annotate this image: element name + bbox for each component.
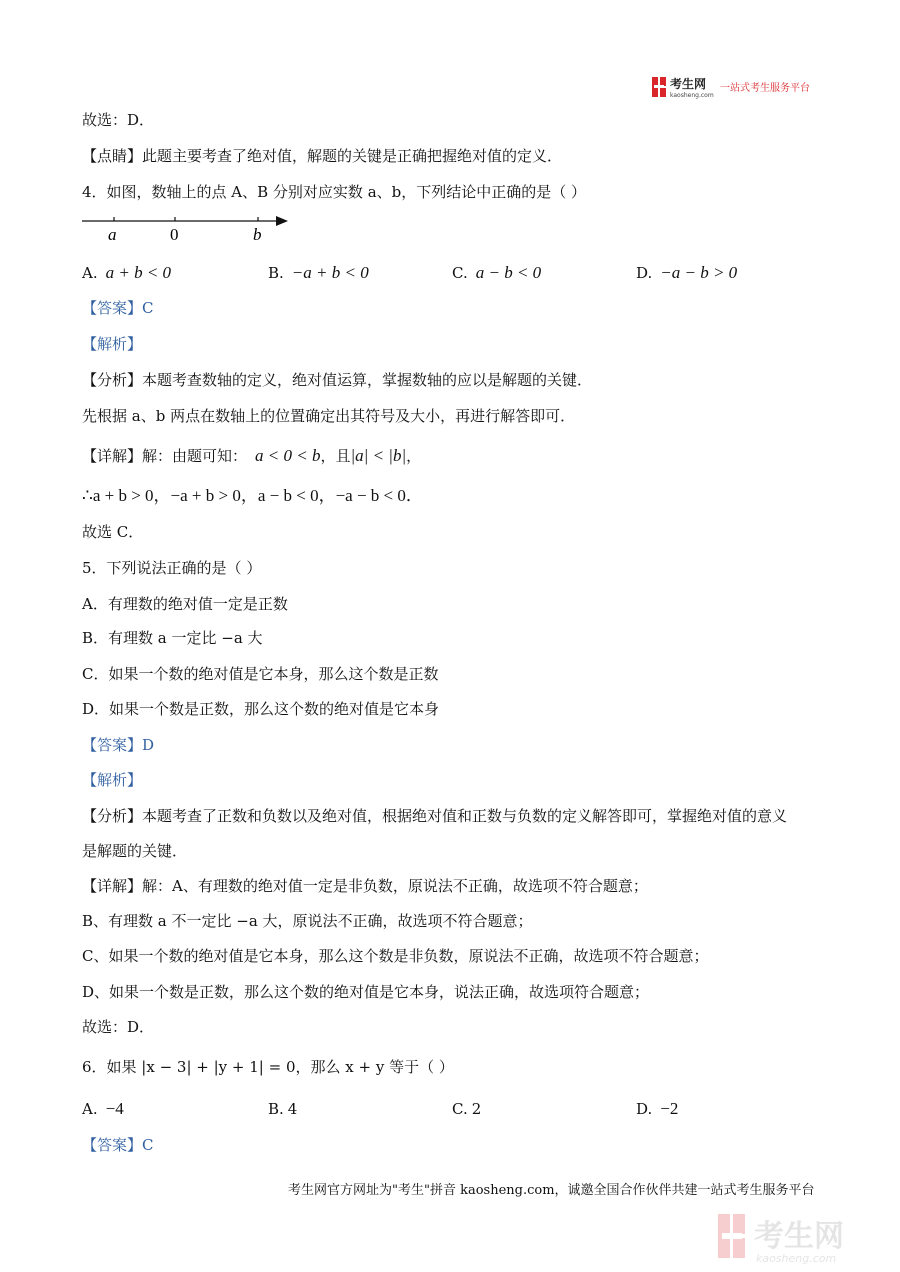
header-logo bbox=[652, 74, 822, 100]
option-expr: 2 bbox=[471, 1100, 482, 1118]
q6-option-a bbox=[82, 1098, 124, 1120]
q5-option-c: C．如果一个数的绝对值是它本身，那么这个数是正数 bbox=[82, 665, 439, 683]
option-expr: −a − b > 0 bbox=[660, 263, 738, 282]
q4-option-c bbox=[452, 262, 541, 284]
q5-answer: 【答案】D bbox=[82, 736, 155, 754]
q4-therefore: ∴a + b > 0，−a + b > 0，a − b < 0，−a − b < 0． bbox=[82, 486, 423, 505]
q5-detail-a: 【详解】解：A、有理数的绝对值一定是非负数，原说法不正确，故选项不符合题意； bbox=[82, 877, 648, 895]
option-letter: C. bbox=[452, 264, 468, 282]
q5-option-d: D．如果一个数是正数，那么这个数的绝对值是它本身 bbox=[82, 700, 440, 718]
option-letter: D. bbox=[636, 1100, 653, 1118]
header-slogan: 一站式考生服务平台 bbox=[720, 83, 810, 94]
q4-detail-abs: |a| < |b| bbox=[350, 446, 407, 465]
number-line-arrow bbox=[276, 216, 288, 226]
header-brand-domain: kaosheng.com bbox=[670, 92, 714, 99]
q4-detail-end: ， bbox=[406, 447, 422, 465]
q5-stem: 5．下列说法正确的是（ ） bbox=[82, 559, 262, 577]
q4-option-b bbox=[268, 262, 369, 284]
option-expr: −a + b < 0 bbox=[291, 263, 369, 282]
option-letter: D. bbox=[636, 264, 653, 282]
q6-answer: 【答案】C bbox=[82, 1136, 154, 1154]
q4-answer: 【答案】C bbox=[82, 299, 154, 317]
q6-option-d bbox=[636, 1098, 678, 1120]
q5-option-a: A．有理数的绝对值一定是正数 bbox=[82, 595, 288, 613]
q5-choose: 故选：D． bbox=[82, 1018, 155, 1036]
option-letter: B. bbox=[268, 1100, 284, 1118]
q4-detail-prefix: 【详解】解：由题可知： bbox=[82, 447, 248, 465]
q5-detail-d: D、如果一个数是正数，那么这个数的绝对值是它本身，说法正确，故选项符合题意； bbox=[82, 983, 650, 1001]
q5-fenxi-line1: 【分析】本题考查了正数和负数以及绝对值，根据绝对值和正数与负数的定义解答即可，掌握绝对值的意义 bbox=[82, 807, 788, 825]
q4-choose: 故选 C． bbox=[82, 523, 144, 541]
q4-analysis-heading: 【解析】 bbox=[82, 335, 143, 353]
q4-detail-mid: ，且 bbox=[320, 447, 351, 465]
q4-stem: 4．如图，数轴上的点 A、B 分别对应实数 a、b，下列结论中正确的是（ ） bbox=[82, 183, 587, 201]
q6-stem: 6．如果 |x − 3| + |y + 1| = 0，那么 x + y 等于（ ） bbox=[82, 1058, 454, 1076]
label-a: a bbox=[108, 225, 117, 244]
q4-option-d bbox=[636, 262, 737, 284]
watermark-logo bbox=[716, 1208, 896, 1266]
option-expr: −2 bbox=[660, 1099, 679, 1118]
header-brand: 考生网 bbox=[670, 77, 707, 91]
footer-text: 考生网官方网址为"考生"拼音 kaosheng.com，诚邀全国合作伙伴共建一站式考生服务平台 bbox=[288, 1183, 815, 1198]
q5-analysis-heading: 【解析】 bbox=[82, 771, 143, 789]
dianjing-line: 【点睛】此题主要考查了绝对值，解题的关键是正确把握绝对值的定义． bbox=[82, 147, 563, 165]
q6-option-c bbox=[452, 1098, 481, 1120]
q5-fenxi-line2: 是解题的关键． bbox=[82, 842, 188, 860]
watermark-brand: 考生网 bbox=[754, 1219, 844, 1254]
q4-detail-math: a < 0 < b bbox=[255, 446, 321, 465]
option-expr: a − b < 0 bbox=[475, 263, 542, 282]
option-expr: a + b < 0 bbox=[105, 263, 172, 282]
q4-method: 先根据 a、b 两点在数轴上的位置确定出其符号及大小，再进行解答即可． bbox=[82, 407, 576, 425]
option-letter: B. bbox=[268, 264, 284, 282]
option-letter: C. bbox=[452, 1100, 468, 1118]
option-expr: −4 bbox=[105, 1099, 124, 1118]
option-letter: A. bbox=[82, 264, 98, 282]
q4-fenxi: 【分析】本题考查数轴的定义，绝对值运算，掌握数轴的应以是解题的关键． bbox=[82, 371, 593, 389]
label-0: 0 bbox=[170, 225, 179, 244]
watermark-domain: kaosheng.com bbox=[756, 1252, 837, 1265]
q6-option-b bbox=[268, 1098, 297, 1120]
number-line bbox=[80, 210, 295, 250]
q4-option-a bbox=[82, 262, 171, 284]
option-expr: 4 bbox=[287, 1100, 298, 1118]
q4-detail bbox=[82, 446, 421, 466]
label-b: b bbox=[253, 225, 262, 244]
option-letter: A. bbox=[82, 1100, 98, 1118]
q5-detail-b: B、有理数 a 不一定比 −a 大，原说法不正确，故选项不符合题意； bbox=[82, 912, 533, 930]
choose-line-q3: 故选：D． bbox=[82, 111, 155, 129]
q5-option-b: B．有理数 a 一定比 −a 大 bbox=[82, 629, 263, 647]
q5-detail-c: C、如果一个数的绝对值是它本身，那么这个数是非负数，原说法不正确，故选项不符合题意； bbox=[82, 947, 709, 965]
